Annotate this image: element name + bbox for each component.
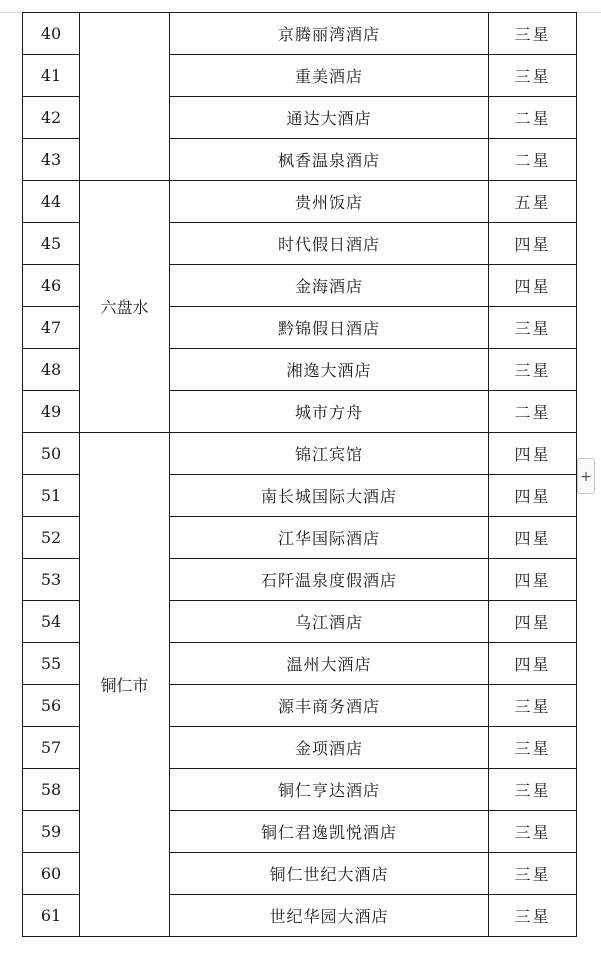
row-number-cell: 43: [23, 139, 80, 181]
hotel-name-cell: 重美酒店: [170, 55, 489, 97]
hotel-name-cell: 源丰商务酒店: [170, 685, 489, 727]
row-number-cell: 52: [23, 517, 80, 559]
star-rating-cell: 三星: [489, 349, 577, 391]
table-row: [23, 13, 577, 55]
city-cell: 六盘水: [80, 181, 170, 433]
star-rating-cell: 四星: [489, 601, 577, 643]
star-rating-cell: 三星: [489, 55, 577, 97]
row-number-cell: 53: [23, 559, 80, 601]
hotel-name-cell: 时代假日酒店: [170, 223, 489, 265]
star-rating-cell: 二星: [489, 97, 577, 139]
hotel-name-cell: 铜仁世纪大酒店: [170, 853, 489, 895]
hotel-name-cell: 南长城国际大酒店: [170, 475, 489, 517]
hotel-name-cell: 通达大酒店: [170, 97, 489, 139]
hotel-name-cell: 乌江酒店: [170, 601, 489, 643]
row-number-cell: 42: [23, 97, 80, 139]
row-number-cell: 50: [23, 433, 80, 475]
row-number-cell: 46: [23, 265, 80, 307]
hotel-name-cell: 石阡温泉度假酒店: [170, 559, 489, 601]
row-number-cell: 49: [23, 391, 80, 433]
hotel-name-cell: 贵州饭店: [170, 181, 489, 223]
row-number-cell: 51: [23, 475, 80, 517]
star-rating-cell: 四星: [489, 475, 577, 517]
star-rating-cell: 三星: [489, 811, 577, 853]
city-cell: [80, 13, 170, 181]
star-rating-cell: 三星: [489, 685, 577, 727]
hotel-name-cell: 枫香温泉酒店: [170, 139, 489, 181]
city-cell: 铜仁市: [80, 433, 170, 937]
star-rating-cell: 四星: [489, 223, 577, 265]
hotel-name-cell: 湘逸大酒店: [170, 349, 489, 391]
row-number-cell: 54: [23, 601, 80, 643]
hotel-rating-table: [22, 12, 577, 937]
hotel-name-cell: 江华国际酒店: [170, 517, 489, 559]
hotel-name-cell: 铜仁君逸凯悦酒店: [170, 811, 489, 853]
star-rating-cell: 三星: [489, 895, 577, 937]
row-number-cell: 48: [23, 349, 80, 391]
star-rating-cell: 三星: [489, 727, 577, 769]
hotel-name-cell: 城市方舟: [170, 391, 489, 433]
star-rating-cell: 四星: [489, 433, 577, 475]
hotel-name-cell: 黔锦假日酒店: [170, 307, 489, 349]
row-number-cell: 60: [23, 853, 80, 895]
row-number-cell: 59: [23, 811, 80, 853]
row-number-cell: 41: [23, 55, 80, 97]
row-number-cell: 58: [23, 769, 80, 811]
row-number-cell: 40: [23, 13, 80, 55]
table-row: [23, 181, 577, 223]
star-rating-cell: 三星: [489, 307, 577, 349]
hotel-name-cell: 铜仁亨达酒店: [170, 769, 489, 811]
row-number-cell: 55: [23, 643, 80, 685]
row-number-cell: 47: [23, 307, 80, 349]
hotel-name-cell: 金海酒店: [170, 265, 489, 307]
row-number-cell: 57: [23, 727, 80, 769]
row-number-cell: 44: [23, 181, 80, 223]
star-rating-cell: 二星: [489, 391, 577, 433]
star-rating-cell: 四星: [489, 643, 577, 685]
row-number-cell: 45: [23, 223, 80, 265]
add-row-handle[interactable]: +: [577, 458, 595, 494]
star-rating-cell: 二星: [489, 139, 577, 181]
star-rating-cell: 四星: [489, 265, 577, 307]
star-rating-cell: 五星: [489, 181, 577, 223]
table-body: [23, 13, 577, 937]
star-rating-cell: 三星: [489, 13, 577, 55]
table-row: [23, 433, 577, 475]
row-number-cell: 61: [23, 895, 80, 937]
row-number-cell: 56: [23, 685, 80, 727]
star-rating-cell: 四星: [489, 517, 577, 559]
hotel-name-cell: 温州大酒店: [170, 643, 489, 685]
hotel-name-cell: 锦江宾馆: [170, 433, 489, 475]
star-rating-cell: 四星: [489, 559, 577, 601]
hotel-name-cell: 世纪华园大酒店: [170, 895, 489, 937]
hotel-name-cell: 京腾丽湾酒店: [170, 13, 489, 55]
star-rating-cell: 三星: [489, 853, 577, 895]
star-rating-cell: 三星: [489, 769, 577, 811]
hotel-name-cell: 金项酒店: [170, 727, 489, 769]
